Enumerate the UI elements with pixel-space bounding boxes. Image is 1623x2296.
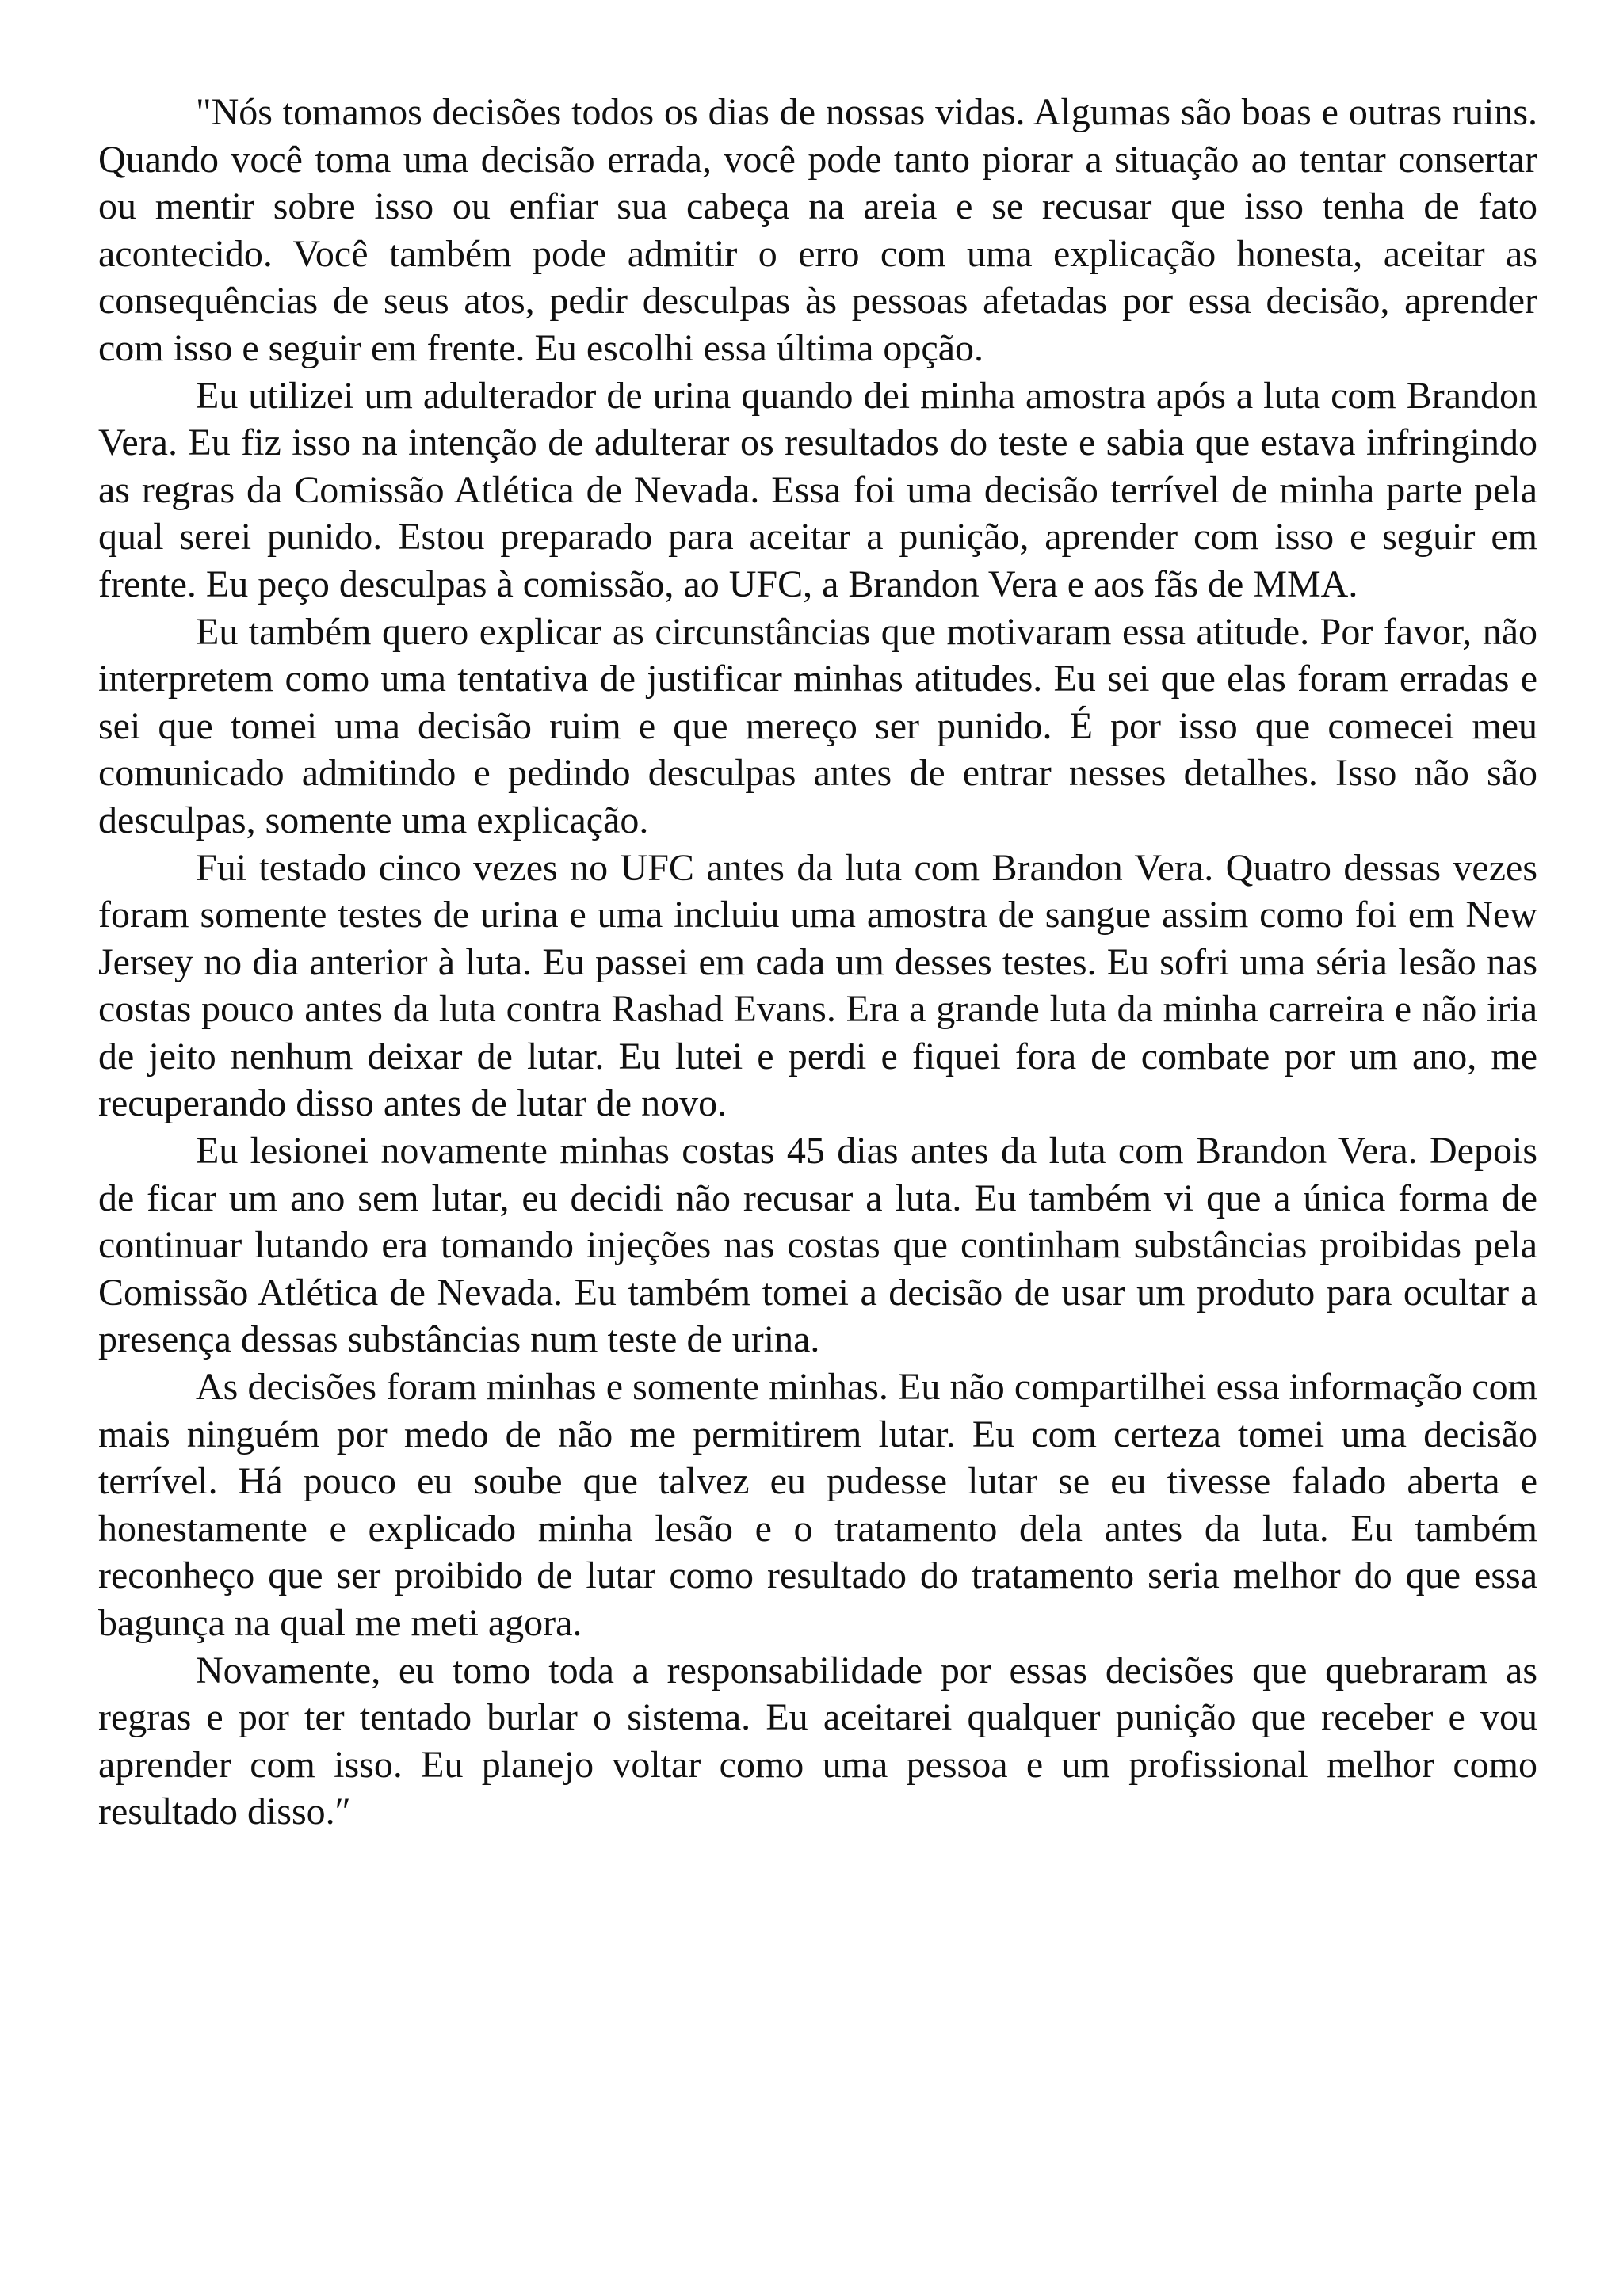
paragraph: Eu utilizei um adulterador de urina quando dei minha amostra após a luta com Brandon Vera. Eu fiz isso na intenção de adulterar os resultados do teste e sabia que estava infringindo as regras da Comissão Atlética de Nevada. Essa foi uma decisão terrível de minha parte pela qual serei punido. Estou preparado para aceitar a punição, aprender com isso e seguir em frente. Eu peço desculpas à comissão, ao UFC, a Brandon Vera e aos fãs de MMA.	[98, 374, 1537, 605]
paragraph: Eu lesionei novamente minhas costas 45 dias antes da luta com Brandon Vera. Depois de ficar um ano sem lutar, eu decidi não recusar a luta. Eu também vi que a única forma de continuar lutando era tomando injeções nas costas que continham substâncias proibidas pela Comissão Atlética de Nevada. Eu também tomei a decisão de usar um produto para ocultar a presença dessas substâncias num teste de urina.	[98, 1130, 1537, 1361]
paragraph: "Nós tomamos decisões todos os dias de nossas vidas. Algumas são boas e outras ruins. Quando você toma uma decisão errada, você pode tanto piorar a situação ao tentar consertar ou mentir sobre isso ou enfiar sua cabeça na areia e se recusar que isso tenha de fato acontecido. Você também pode admitir o erro com uma explicação honesta, aceitar as consequências de seus atos, pedir desculpas às pessoas afetadas por essa decisão, aprender com isso e seguir em frente. Eu escolhi essa última opção.	[98, 91, 1537, 369]
paragraph: As decisões foram minhas e somente minhas. Eu não compartilhei essa informação com mais ninguém por medo de não me permitirem lutar. Eu com certeza tomei uma decisão terrível. Há pouco eu soube que talvez eu pudesse lutar se eu tivesse falado aberta e honestamente e explicado minha lesão e o tratamento dela antes da luta. Eu também reconheço que ser proibido de lutar como resultado do tratamento seria melhor do que essa bagunça na qual me meti agora.	[98, 1366, 1537, 1644]
paragraph: Eu também quero explicar as circunstâncias que motivaram essa atitude. Por favor, não interpretem como uma tentativa de justificar minhas atitudes. Eu sei que elas foram erradas e sei que tomei uma decisão ruim e que mereço ser punido. É por isso que comecei meu comunicado admitindo e pedindo desculpas antes de entrar nesses detalhes. Isso não são desculpas, somente uma explicação.	[98, 610, 1537, 841]
paragraph: Novamente, eu tomo toda a responsabilidade por essas decisões que quebraram as regras e por ter tentado burlar o sistema. Eu aceitarei qualquer punição que receber e vou aprender com isso. Eu planejo voltar como uma pessoa e um profissional melhor como resultado disso.″	[98, 1649, 1537, 1833]
paragraph: Fui testado cinco vezes no UFC antes da luta com Brandon Vera. Quatro dessas vezes foram somente testes de urina e uma incluiu uma amostra de sangue assim como foi em New Jersey no dia anterior à luta. Eu passei em cada um desses testes. Eu sofri uma séria lesão nas costas pouco antes da luta contra Rashad Evans. Era a grande luta da minha carreira e não iria de jeito nenhum deixar de lutar. Eu lutei e perdi e fiquei fora de combate por um ano, me recuperando disso antes de lutar de novo.	[98, 846, 1537, 1125]
document-body	[98, 89, 1537, 1836]
